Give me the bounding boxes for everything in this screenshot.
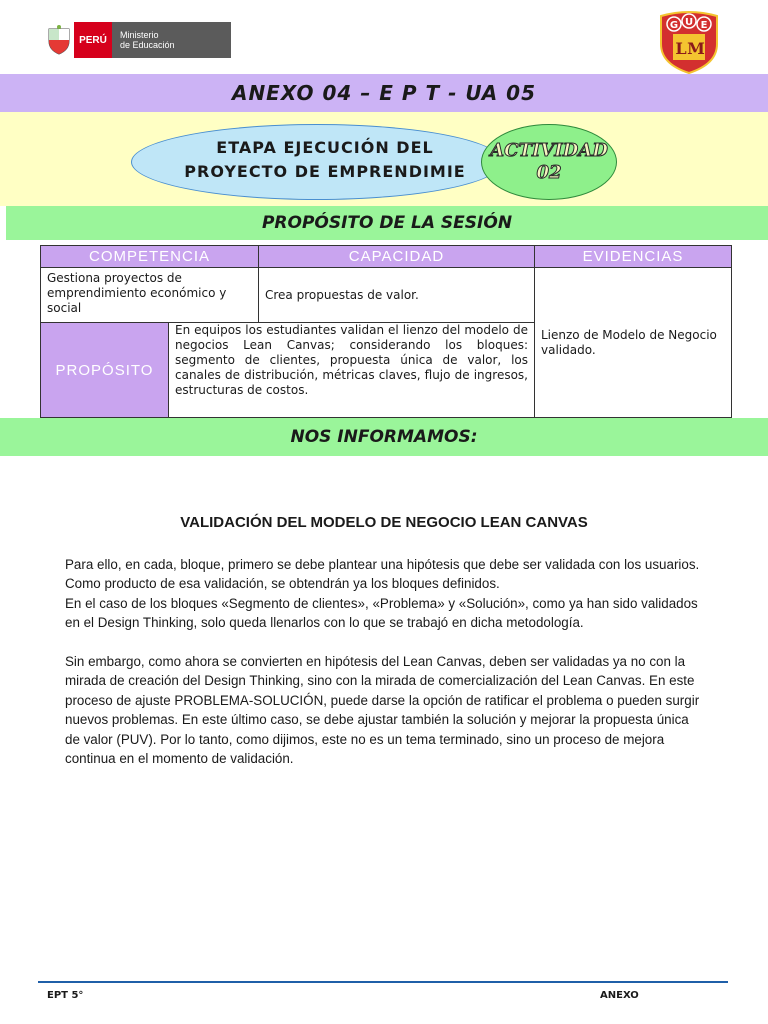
competencia-cell: Gestiona proyectos de emprendimiento económico y social <box>41 268 259 323</box>
peru-coat-of-arms-icon <box>44 22 74 58</box>
paragraph-line: en el Design Thinking, solo queda llenarlos con lo que se trabajó en dicha metodología. <box>65 615 584 631</box>
paragraph-line: Sin embargo, como ahora se convierten en hipótesis del Lean Canvas, deben ser validadas ya no con la <box>65 654 686 669</box>
stage-title-line2: PROYECTO DE EMPRENDIMIE <box>184 162 466 181</box>
section-heading: VALIDACIÓN DEL MODELO DE NEGOCIO LEAN CANVAS <box>180 514 588 531</box>
paragraph-line: En el caso de los bloques «Segmento de clientes», «Problema» y «Solución», como ya han sido validados <box>65 595 698 611</box>
peru-label: PERÚ <box>74 22 112 58</box>
header-capacidad: CAPACIDAD <box>259 246 535 268</box>
purpose-title: PROPÓSITO DE LA SESIÓN <box>261 213 513 233</box>
footer-annex: ANEXO <box>600 990 639 1001</box>
stage-title-line1: ETAPA EJECUCIÓN DEL <box>216 138 434 157</box>
paragraph-line: de valor (PUV). Por lo tanto, como dijimos, este no es un tema terminado, sino un proceso de mejora <box>65 731 665 747</box>
header-evidencias: EVIDENCIAS <box>535 246 731 268</box>
ministry-name <box>112 22 231 58</box>
activity-number: 02 <box>536 162 562 183</box>
ministry-name-line2: de Educación <box>120 40 175 50</box>
footer-course: EPT 5° <box>47 990 84 1001</box>
evidencia-cell: Lienzo de Modelo de Negocio validado. <box>541 327 717 357</box>
activity-badge <box>481 124 617 200</box>
paragraph-line: Para ello, en cada, bloque, primero se debe plantear una hipótesis que debe ser validada con los usuarios. <box>65 557 700 572</box>
stage-title <box>160 136 490 184</box>
paragraph-line: Como producto de esa validación, se obtendrán ya los bloques definidos. <box>65 576 500 592</box>
paragraph-1 <box>65 555 705 633</box>
ministry-name-line1: Ministerio <box>120 30 159 40</box>
inform-title: NOS INFORMAMOS: <box>290 427 478 447</box>
capacidad-cell: Crea propuestas de valor. <box>259 268 535 323</box>
svg-text:E: E <box>700 20 708 31</box>
paragraph-line: continua en el momento de validación. <box>65 751 294 767</box>
annex-title-band <box>0 74 768 112</box>
paragraph-2 <box>65 652 705 768</box>
proposito-label: PROPÓSITO <box>41 323 169 417</box>
annex-title: ANEXO 04 – E P T - UA 05 <box>231 81 537 105</box>
svg-text:G: G <box>669 20 679 31</box>
header-competencia: COMPETENCIA <box>41 246 259 268</box>
paragraph-line: proceso de ajuste PROBLEMA-SOLUCIÓN, puede darse la opción de ratificar el problema o pueden surgir <box>65 692 700 708</box>
purpose-band <box>6 206 768 240</box>
inform-band <box>0 418 768 456</box>
footer-divider <box>38 981 728 983</box>
svg-text:U: U <box>684 17 694 28</box>
activity-label: ACTIVIDAD <box>490 140 608 161</box>
svg-text:M: M <box>687 39 705 58</box>
proposito-cell: En equipos los estudiantes validan el lienzo del modelo de negocios Lean Canvas; considerando los bloques: segmento de clientes, propuesta única de valor, los canales de distribución, métricas claves, flujo de ingresos, estructuras de costos. <box>169 323 535 417</box>
svg-text:L: L <box>675 39 687 58</box>
ministry-logo <box>44 22 231 58</box>
school-crest-icon <box>657 10 721 74</box>
paragraph-line: nuevos problemas. En este último caso, se debe ajustar también la solución y mejorar la propuesta única <box>65 712 689 728</box>
session-table <box>40 245 732 418</box>
paragraph-line: mirada de creación del Design Thinking, sino con la mirada de comercialización del Lean Canvas. En este <box>65 673 695 689</box>
